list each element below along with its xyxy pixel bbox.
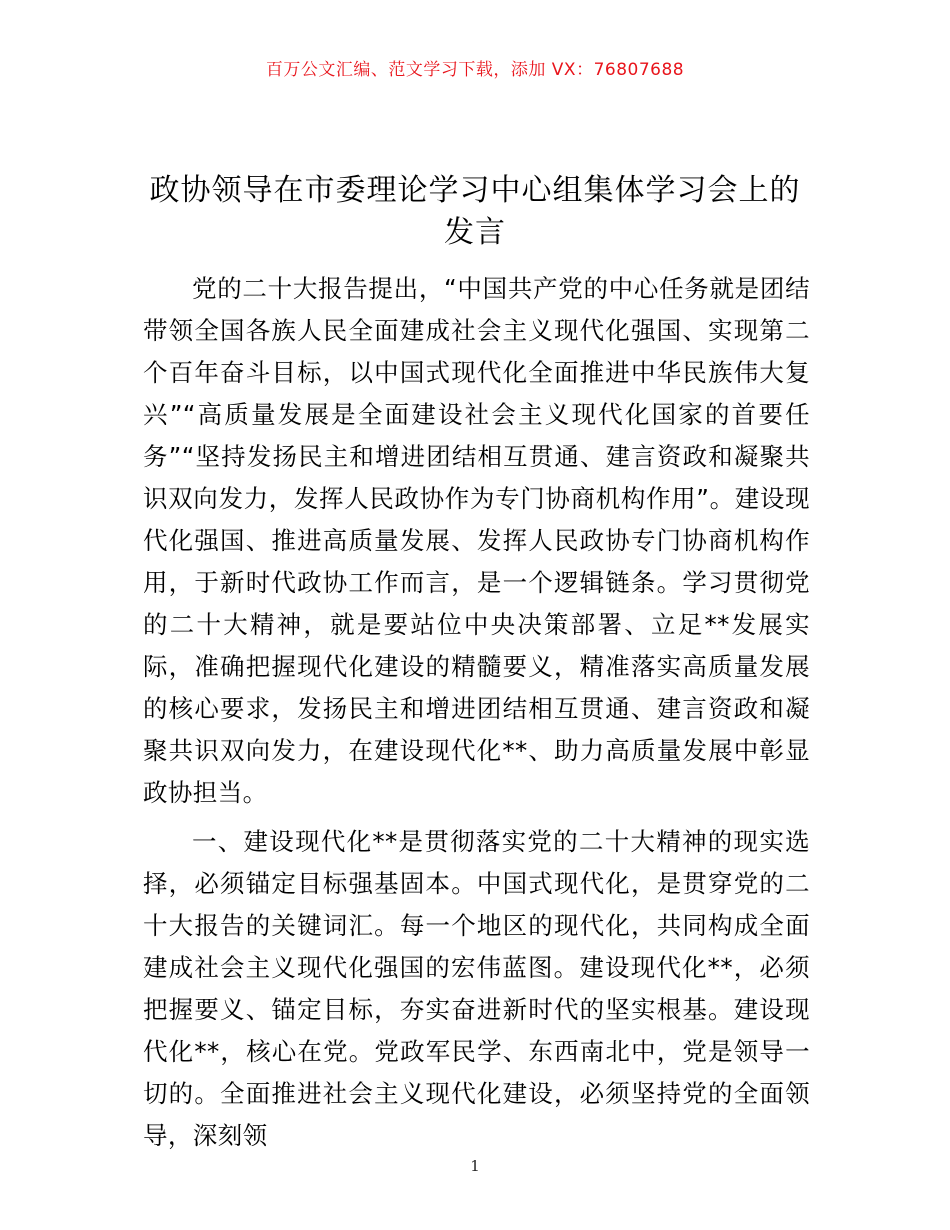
promo-header: 百万公文汇编、范文学习下载，添加 VX：76807688 bbox=[265, 60, 685, 80]
paragraph-2: 一、建设现代化**是贯彻落实党的二十大精神的现实选择，必须锚定目标强基固本。中国式现代化，是贯穿党的二十大报告的关键词汇。每一个地区的现代化，共同构成全面建成社会主义现代化强国的宏伟蓝图。建设现代化**，必须把握要义、锚定目标，夯实奋进新时代的坚实根基。建设现代化**，核心在党。党政军民学、东西南北中，党是领导一切的。全面推进社会主义现代化建设，必须坚持党的全面领导，深刻领 bbox=[143, 827, 810, 1150]
paragraph-1: 党的二十大报告提出，“中国共产党的中心任务就是团结带领全国各族人民全面建成社会主义现代化强国、实现第二个百年奋斗目标，以中国式现代化全面推进中华民族伟大复兴”“高质量发展是全面建设社会主义现代化国家的首要任务”“坚持发扬民主和增进团结相互贯通、建言资政和凝聚共识双向发力，发挥人民政协作为专门协商机构作用”。建设现代化强国、推进高质量发展、发挥人民政协专门协商机构作用，于新时代政协工作而言，是一个逻辑链条。学习贯彻党的二十大精神，就是要站位中央决策部署、立足**发展实际，准确把握现代化建设的精髓要义，精准落实高质量发展的核心要求，发扬民主和增进团结相互贯通、建言资政和凝聚共识双向发力，在建设现代化**、助力高质量发展中彰显政协担当。 bbox=[143, 274, 810, 807]
page-number: 1 bbox=[470, 1157, 480, 1175]
document-body bbox=[143, 268, 810, 1164]
document-title: 政协领导在市委理论学习中心组集体学习会上的发言 bbox=[149, 173, 801, 250]
